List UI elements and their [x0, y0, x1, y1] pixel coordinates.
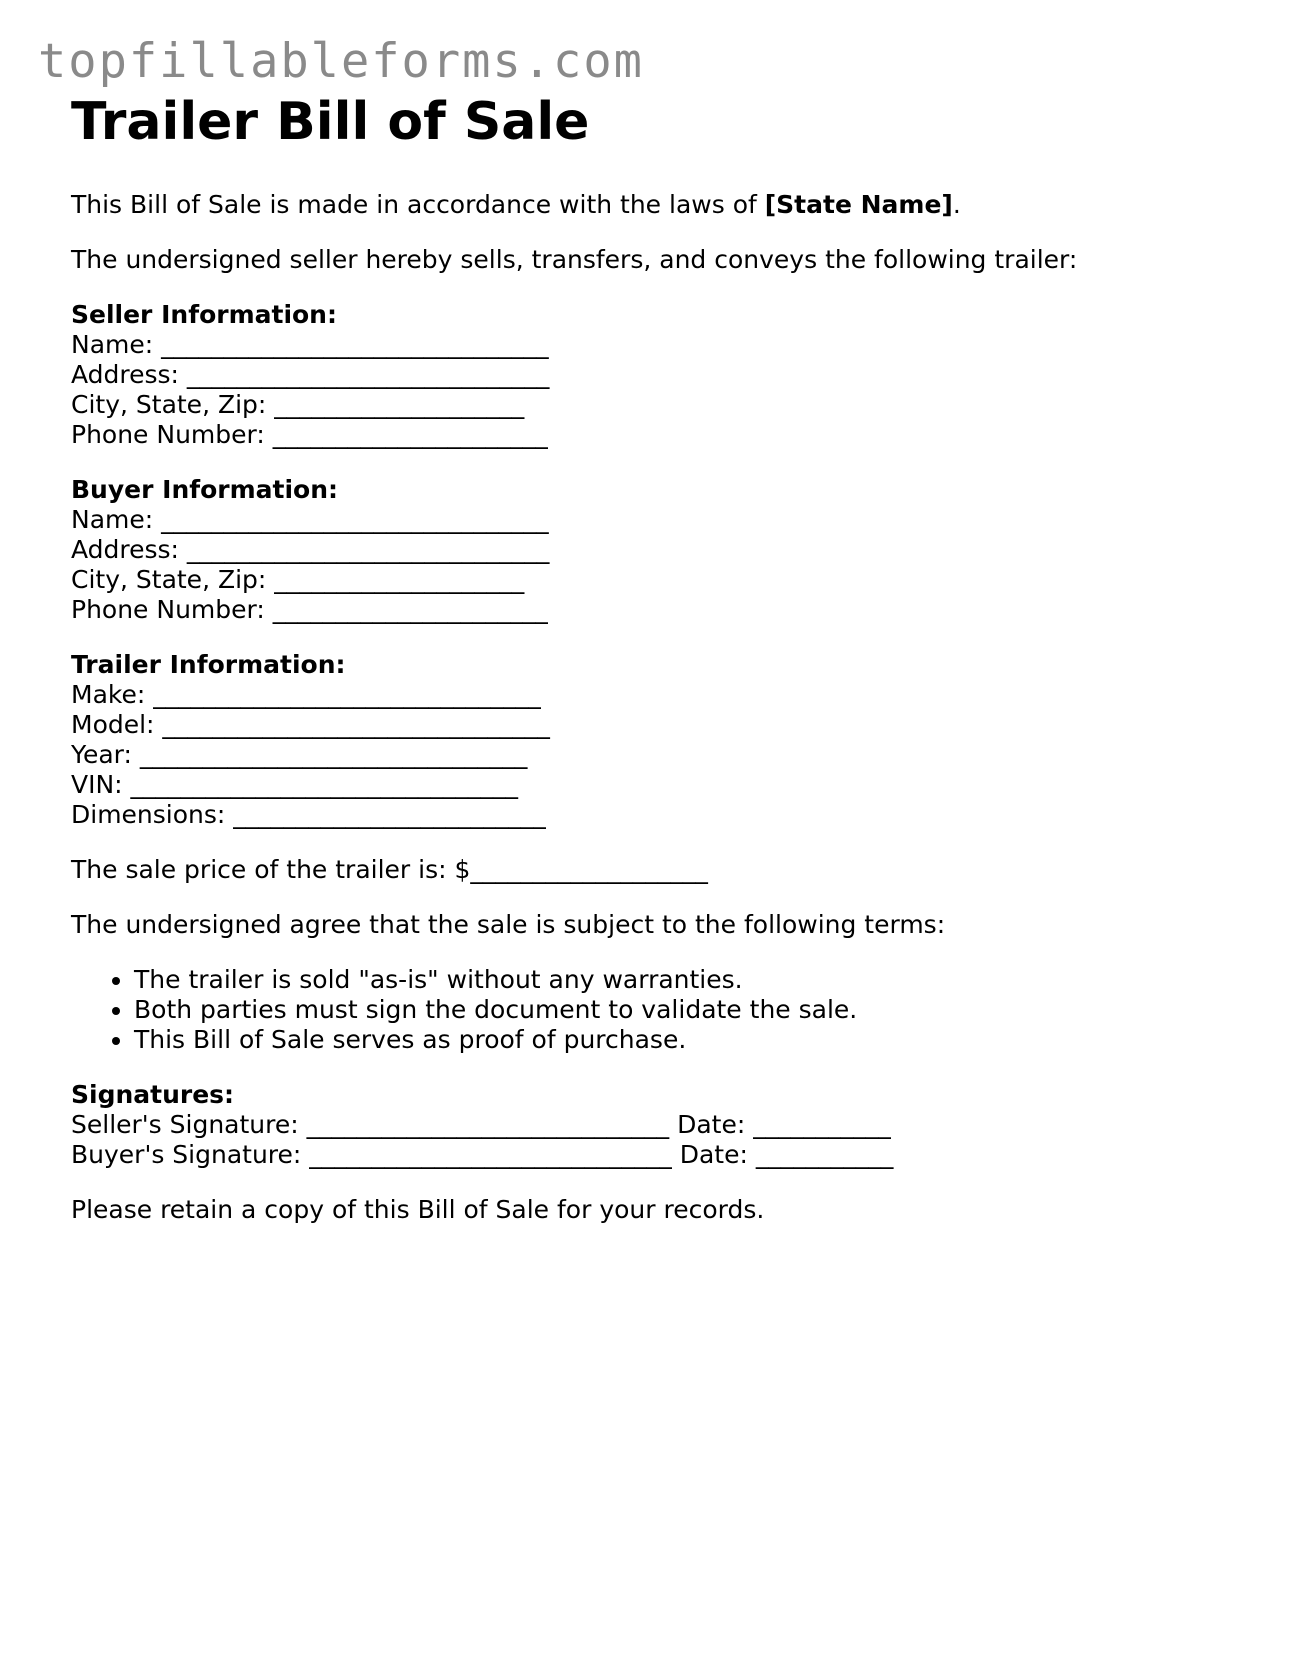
sale-price-field[interactable]: The sale price of the trailer is: $___________________ [71, 855, 708, 884]
buyer-city-state-zip-field[interactable]: City, State, Zip: ____________________ [71, 565, 525, 594]
buyer-address-field[interactable]: Address: _____________________________ [71, 535, 550, 564]
trailer-model-field[interactable]: Model: _______________________________ [71, 710, 550, 739]
document-page [71, 92, 1251, 1225]
seller-phone-field[interactable]: Phone Number: ______________________ [71, 420, 548, 449]
term-item: • The trailer is sold "as-is" without any warranties. [134, 965, 1251, 995]
closing-note: Please retain a copy of this Bill of Sale for your records. [71, 1195, 765, 1224]
seller-information-heading: Seller Information: [71, 300, 337, 329]
seller-signature-field[interactable]: Seller's Signature: _____________________________ Date: ___________ [71, 1110, 891, 1139]
buyer-information-heading: Buyer Information: [71, 475, 339, 504]
buyer-signature-field[interactable]: Buyer's Signature: _____________________________ Date: ___________ [71, 1140, 894, 1169]
seller-city-state-zip-field[interactable]: City, State, Zip: ____________________ [71, 390, 525, 419]
seller-address-field[interactable]: Address: _____________________________ [71, 360, 550, 389]
trailer-year-field[interactable]: Year: _______________________________ [71, 740, 528, 769]
term-item: • Both parties must sign the document to validate the sale. [134, 995, 1251, 1025]
buyer-information-section [71, 475, 1251, 625]
watermark: topfillableforms.com [38, 34, 644, 89]
trailer-vin-field[interactable]: VIN: _______________________________ [71, 770, 519, 799]
trailer-dimensions-field[interactable]: Dimensions: _________________________ [71, 800, 546, 829]
term-item: • This Bill of Sale serves as proof of purchase. [134, 1025, 1251, 1055]
buyer-phone-field[interactable]: Phone Number: ______________________ [71, 595, 548, 624]
intro-text-before: This Bill of Sale is made in accordance with the laws of [71, 190, 765, 219]
trailer-make-field[interactable]: Make: _______________________________ [71, 680, 541, 709]
transfer-statement: The undersigned seller hereby sells, transfers, and conveys the following trailer: [71, 245, 1078, 274]
terms-intro: The undersigned agree that the sale is subject to the following terms: [71, 910, 946, 939]
state-name-placeholder: [State Name] [764, 190, 953, 219]
terms-list [71, 965, 1251, 1055]
signatures-section [71, 1080, 1251, 1170]
document-title: Trailer Bill of Sale [71, 92, 590, 152]
trailer-information-heading: Trailer Information: [71, 650, 346, 679]
signatures-heading: Signatures: [71, 1080, 235, 1109]
trailer-information-section [71, 650, 1251, 830]
seller-information-section [71, 300, 1251, 450]
intro-text-after: . [952, 190, 961, 219]
intro-statement [71, 190, 1251, 220]
seller-name-field[interactable]: Name: _______________________________ [71, 330, 549, 359]
buyer-name-field[interactable]: Name: _______________________________ [71, 505, 549, 534]
